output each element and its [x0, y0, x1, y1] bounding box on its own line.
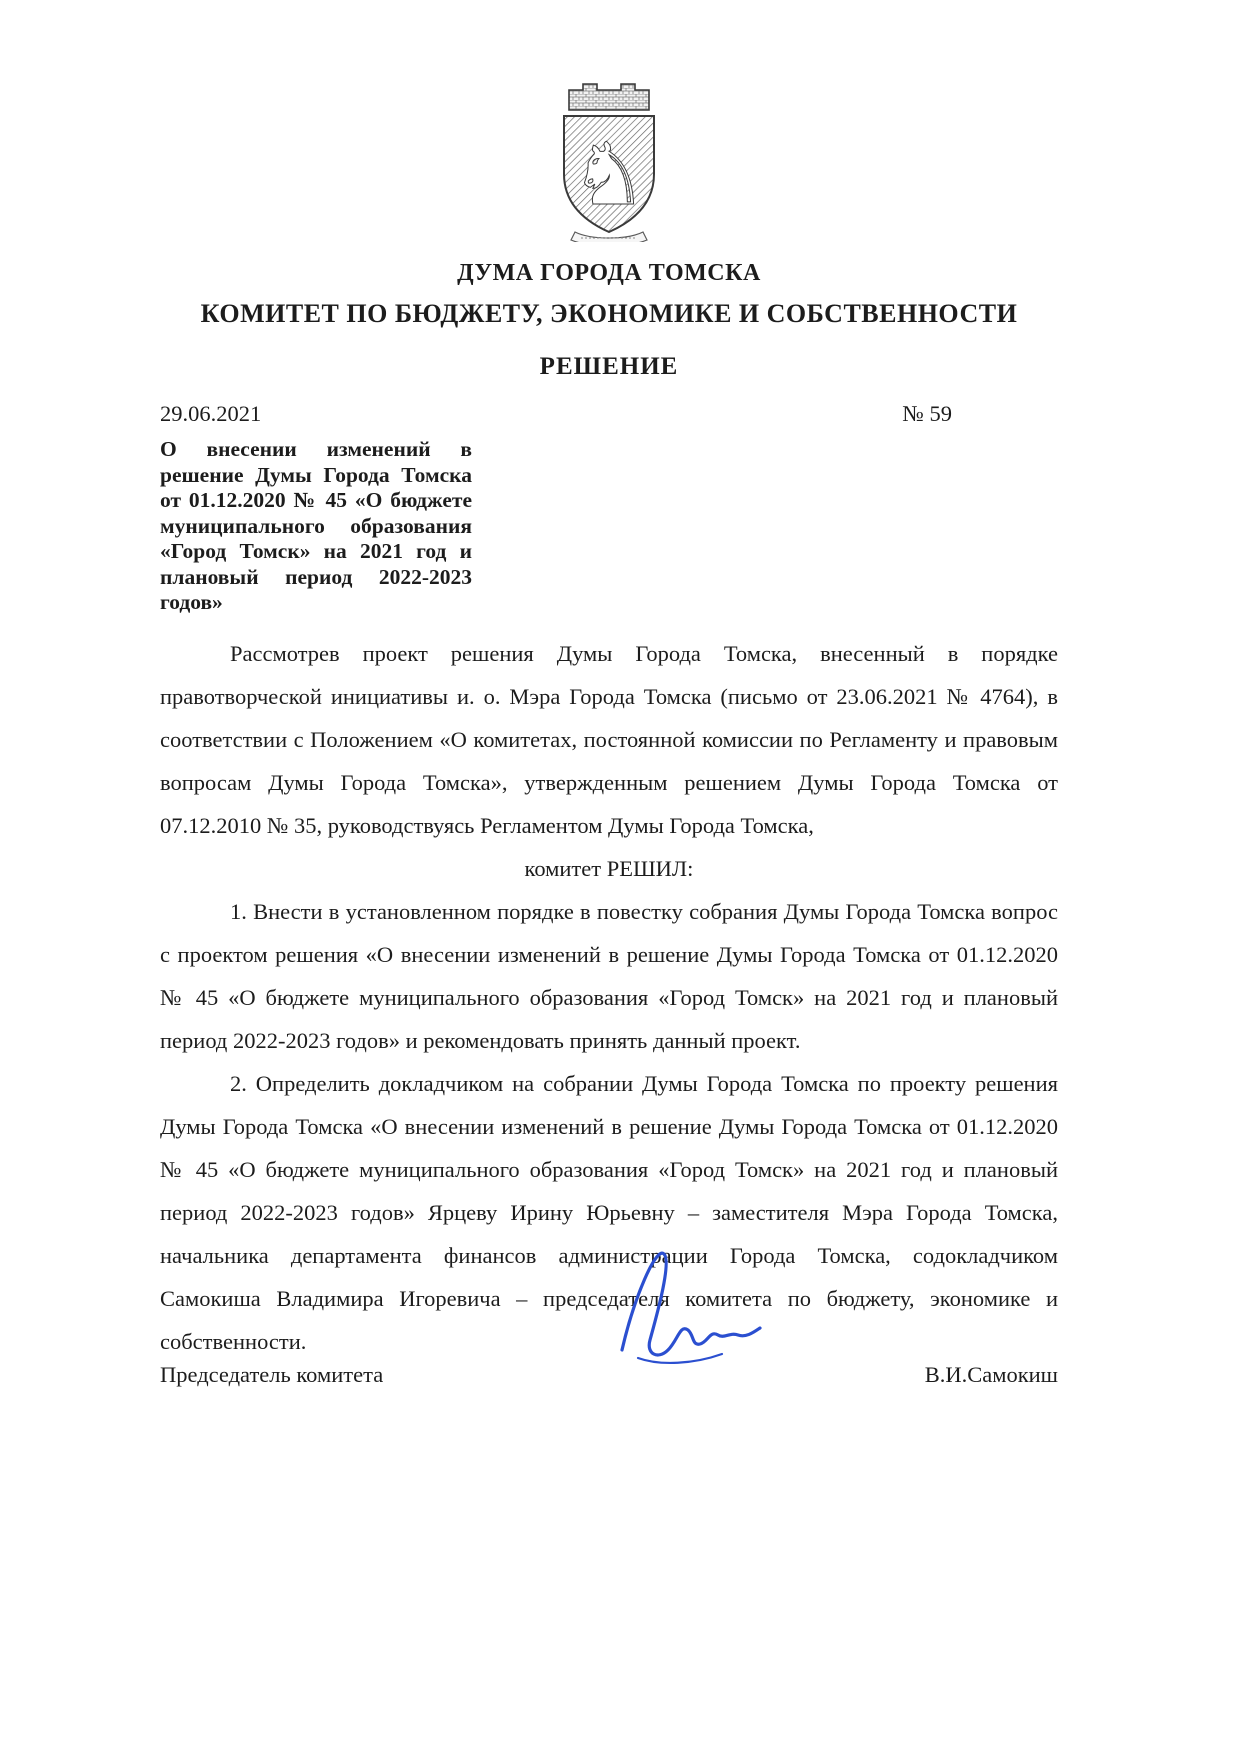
- preamble-paragraph: Рассмотрев проект решения Думы Города Томска, внесенный в порядке правотворческой инициативы и. о. Мэра Города Томска (письмо от 23.06.2021 № 4764), в соответствии с Положением «О комитетах, постоянной комиссии по Регламенту и правовым вопросам Думы Города Томска», утвержденным решением Думы Города Томска от 07.12.2010 № 35, руководствуясь Регламентом Думы Города Томска,: [160, 640, 1058, 838]
- resolution-item-1: 1. Внести в установленном порядке в повестку собрания Думы Города Томска вопрос с проектом решения «О внесении изменений в решение Думы Города Томска от 01.12.2020 № 45 «О бюджете муниципального образования «Город Томск» на 2021 год и плановый период 2022-2023 годов» и рекомендовать принять данный проект.: [160, 898, 1058, 1053]
- date-number-row: [160, 400, 1058, 427]
- signer-position: Председатель комитета: [160, 1362, 384, 1387]
- document-type-title: РЕШЕНИЕ: [539, 353, 679, 380]
- document-content: [160, 0, 1058, 1363]
- resolved-heading: комитет РЕШИЛ:: [524, 855, 694, 881]
- signature-row: [160, 1360, 1058, 1390]
- organization-name: ДУМА ГОРОДА ТОМСКА: [457, 260, 761, 286]
- committee-name: КОМИТЕТ ПО БЮДЖЕТУ, ЭКОНОМИКЕ И СОБСТВЕННОСТИ: [200, 299, 1018, 328]
- signer-name: В.И.Самокиш: [924, 1362, 1058, 1387]
- handwritten-signature: [598, 1238, 768, 1378]
- emblem-container: [160, 0, 1058, 242]
- tomsk-coat-of-arms-icon: [531, 82, 687, 242]
- document-subject: О внесении изменений в решение Думы Города Томска от 01.12.2020 № 45 «О бюджете муниципального образования «Город Томск» на 2021 год и плановый период 2022-2023 годов»: [160, 437, 472, 614]
- svg-text:♞: ♞: [570, 125, 648, 225]
- document-date: 29.06.2021: [160, 401, 262, 426]
- resolution-item-2: 2. Определить докладчиком на собрании Думы Города Томска по проекту решения Думы Города Томска «О внесении изменений в решение Думы Города Томска от 01.12.2020 № 45 «О бюджете муниципального образования «Город Томск» на 2021 год и плановый период 2022-2023 годов» Ярцеву Ирину Юрьевну – заместителя Мэра Города Томска, начальника департамента финансов администрации Города Томска, содокладчиком Самокиша Владимира Игоревича – председателя комитета по бюджету, экономике и собственности.: [160, 1070, 1058, 1354]
- document-number: № 59: [902, 401, 952, 426]
